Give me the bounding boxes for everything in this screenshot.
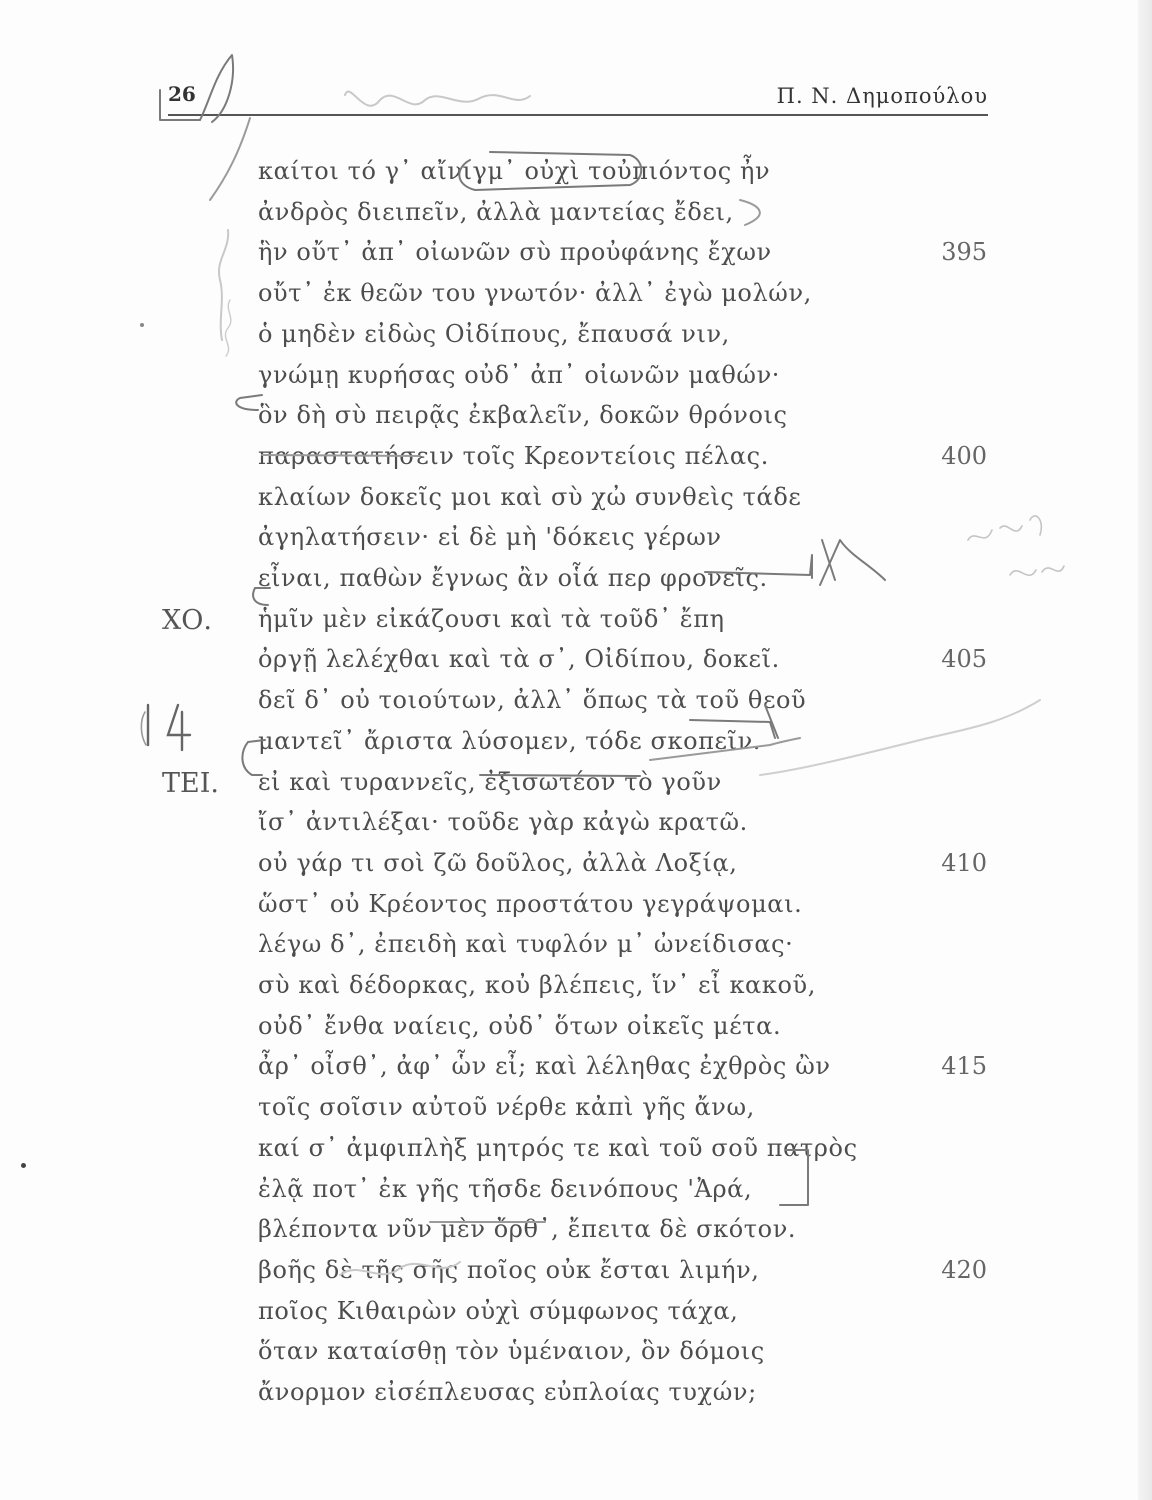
verse-text: σὺ καὶ δέδορκας, κοὐ βλέπεις, ἵν᾽ εἶ κακοῦ,	[258, 971, 816, 999]
verse-text: ἐλᾷ ποτ᾽ ἐκ γῆς τῆσδε δεινόπους 'Ἀρά,	[258, 1174, 753, 1203]
verse-text: ὀργῇ λελέχθαι καὶ τὰ σ᾽, Οἰδίπου, δοκεῖ.	[258, 645, 780, 674]
verse-line	[0, 279, 1152, 319]
header-rule	[168, 114, 988, 116]
verse-text: βοῆς δὲ τῆς σῆς ποῖος οὐκ ἔσται λιμήν,	[258, 1255, 760, 1284]
verse-text: τοῖς σοῖσιν αὐτοῦ νέρθε κἀπὶ γῆς ἄνω,	[258, 1093, 755, 1122]
verse-text: μαντεῖ᾽ ἄριστα λύσομεν, τόδε σκοπεῖν.	[258, 726, 761, 755]
verse-text: γνώμῃ κυρήσας οὐδ᾽ ἀπ᾽ οἰωνῶν μαθών·	[258, 360, 781, 389]
verse-line	[0, 605, 1152, 645]
verse-line	[0, 361, 1152, 401]
verse-line	[0, 1052, 1152, 1092]
verse-text: ἡμῖν μὲν εἰκάζουσι καὶ τὰ τοῦδ᾽ ἔπη	[258, 604, 725, 633]
verse-line	[0, 1215, 1152, 1255]
verse-line	[0, 768, 1152, 808]
line-number: 420	[941, 1255, 987, 1284]
verse-text: εἶναι, παθὼν ἔγνως ἂν οἷά περ φρονεῖς.	[258, 564, 768, 592]
verse-line	[0, 157, 1152, 197]
verse-text: λέγω δ᾽, ἐπειδὴ καὶ τυφλόν μ᾽ ὠνείδισας·	[258, 930, 794, 959]
page-number: 26	[168, 82, 196, 106]
speaker-label: ΤΕΙ.	[162, 767, 219, 799]
verse-text: ὥστ᾽ οὐ Κρέοντος προστάτου γεγράψομαι.	[258, 889, 803, 918]
verse-text: ὅταν καταίσθῃ τὸν ὑμέναιον, ὃν δόμοις	[258, 1337, 765, 1366]
verse-line	[0, 727, 1152, 767]
verse-text: κλαίων δοκεῖς μοι καὶ σὺ χὠ συνθεὶς τάδε	[258, 482, 802, 511]
running-head: Π. Ν. Δημοπούλου	[776, 84, 988, 108]
line-number: 415	[941, 1052, 987, 1081]
speaker-label: ΧΟ.	[162, 604, 212, 636]
verse-line	[0, 1378, 1152, 1418]
verse-line	[0, 1093, 1152, 1133]
verse-line	[0, 890, 1152, 930]
verse-line	[0, 483, 1152, 523]
verse-line	[0, 645, 1152, 685]
verse-text: ἣν οὔτ᾽ ἀπ᾽ οἰωνῶν σὺ προὐφάνης ἔχων	[258, 238, 772, 267]
verse-line	[0, 849, 1152, 889]
verse-line	[0, 1175, 1152, 1215]
verse-line	[0, 1134, 1152, 1174]
verse-text: ἆρ᾽ οἶσθ᾽, ἀφ᾽ ὧν εἶ; καὶ λέληθας ἐχθρὸς ὢν	[258, 1052, 831, 1081]
verse-text: εἰ καὶ τυραννεῖς, ἐξισωτέον τὸ γοῦν	[258, 767, 722, 796]
verse-line	[0, 930, 1152, 970]
verse-text: ἄνορμον εἰσέπλευσας εὐπλοίας τυχών;	[258, 1378, 757, 1406]
verse-line	[0, 1256, 1152, 1296]
verse-text: παραστατήσειν τοῖς Κρεοντείοις πέλας.	[258, 441, 769, 470]
line-number: 395	[941, 238, 987, 267]
verse-text: ὃν δὴ σὺ πειρᾷς ἐκβαλεῖν, δοκῶν θρόνοις	[258, 401, 788, 430]
verse-line	[0, 564, 1152, 604]
verse-line	[0, 1012, 1152, 1052]
verse-text: δεῖ δ᾽ οὐ τοιούτων, ἀλλ᾽ ὅπως τὰ τοῦ θεοῦ	[258, 686, 807, 715]
verse-text: ἀνδρὸς διειπεῖν, ἀλλὰ μαντείας ἔδει,	[258, 197, 734, 226]
verse-line	[0, 320, 1152, 360]
verse-text: ἀγηλατήσειν· εἰ δὲ μὴ 'δόκεις γέρων	[258, 523, 722, 552]
verse-line	[0, 808, 1152, 848]
verse-line	[0, 523, 1152, 563]
verse-text: ἴσ᾽ ἀντιλέξαι· τοῦδε γὰρ κἀγὼ κρατῶ.	[258, 808, 748, 837]
line-number: 400	[941, 441, 987, 470]
verse-text: ὁ μηδὲν εἰδὼς Οἰδίπους, ἔπαυσά νιν,	[258, 319, 730, 348]
verse-line	[0, 1297, 1152, 1337]
verse-text: καίτοι τό γ᾽ αἴνιγμ᾽ οὐχὶ τοὐπιόντος ἦν	[258, 157, 771, 185]
line-number: 405	[941, 645, 987, 674]
verse-line	[0, 238, 1152, 278]
verse-line	[0, 401, 1152, 441]
verse-text: καί σ᾽ ἀμφιπλὴξ μητρός τε καὶ τοῦ σοῦ πατρὸς	[258, 1133, 858, 1162]
verse-line	[0, 442, 1152, 482]
ink-speck	[140, 323, 144, 327]
verse-text: ποῖος Κιθαιρὼν οὐχὶ σύμφωνος τάχα,	[258, 1296, 739, 1325]
verse-line	[0, 686, 1152, 726]
ink-speck	[21, 1163, 26, 1168]
verse-text: οὔτ᾽ ἐκ θεῶν του γνωτόν· ἀλλ᾽ ἐγὼ μολών,	[258, 279, 812, 308]
verse-text: οὐδ᾽ ἔνθα ναίεις, οὐδ᾽ ὅτων οἰκεῖς μέτα.	[258, 1011, 782, 1040]
verse-line	[0, 1337, 1152, 1377]
line-number: 410	[941, 848, 987, 877]
verse-text: βλέποντα νῦν μὲν ὄρθ᾽, ἔπειτα δὲ σκότον.	[258, 1215, 797, 1244]
page-header	[168, 78, 988, 114]
verse-line	[0, 971, 1152, 1011]
verse-line	[0, 198, 1152, 238]
verse-text: οὐ γάρ τι σοὶ ζῶ δοῦλος, ἀλλὰ Λοξίᾳ,	[258, 848, 738, 877]
